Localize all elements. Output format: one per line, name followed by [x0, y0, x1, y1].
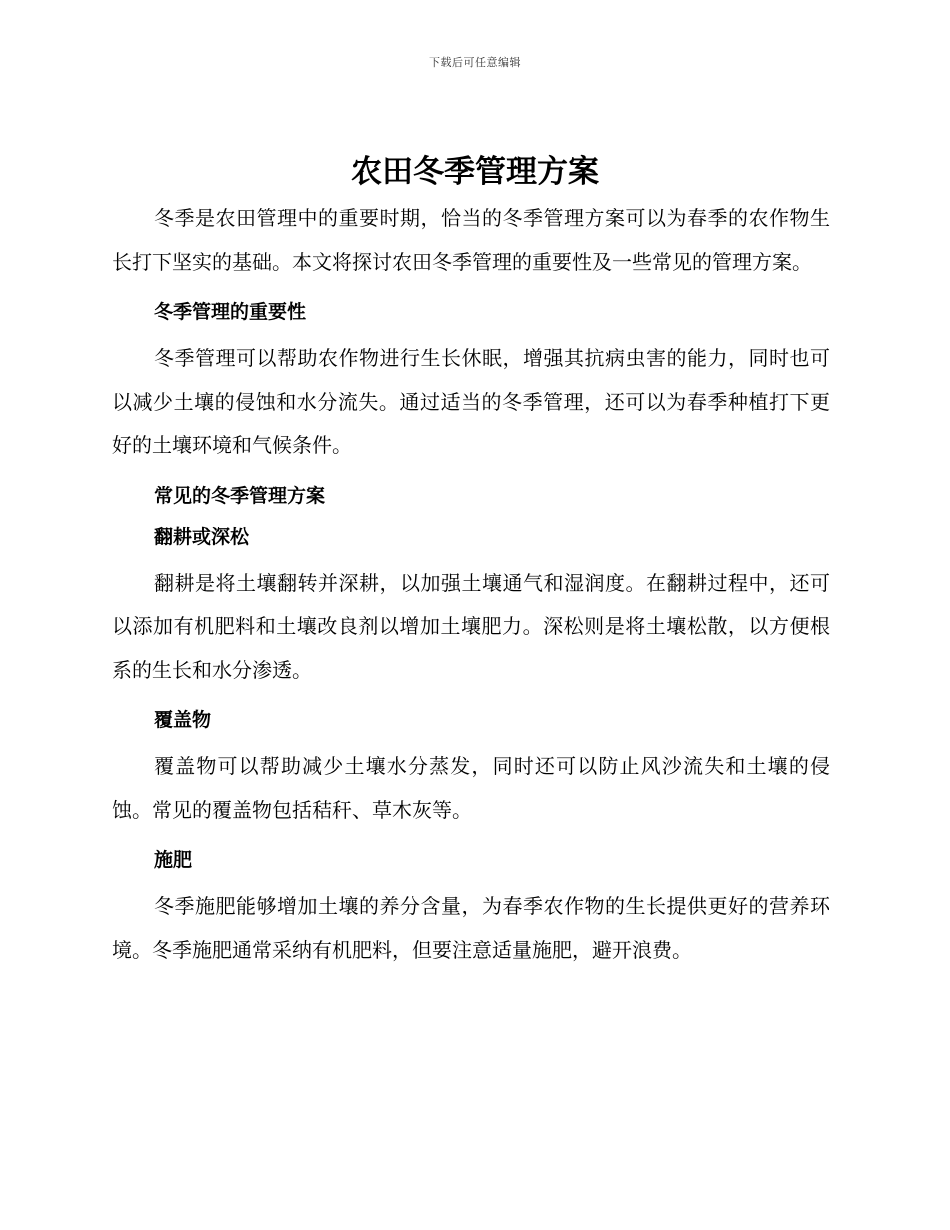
document-title: 农田冬季管理方案 — [351, 154, 599, 190]
page-header-note: 下载后可任意编辑 — [429, 56, 521, 69]
section-paragraph-fertilization: 冬季施肥能够增加土壤的养分含量，为春季农作物的生长提供更好的营养环境。冬季施肥通常采纳有机肥料，但要注意适量施肥，避开浪费。 — [112, 894, 830, 962]
section-paragraph-mulch: 覆盖物可以帮助减少土壤水分蒸发，同时还可以防止风沙流失和土壤的侵蚀。常见的覆盖物包括秸秆、草木灰等。 — [112, 754, 830, 822]
section-heading-mulch: 覆盖物 — [154, 709, 212, 731]
section-paragraph-importance: 冬季管理可以帮助农作物进行生长休眠，增强其抗病虫害的能力，同时也可以减少土壤的侵蚀和水分流失。通过适当的冬季管理，还可以为春季种植打下更好的土壤环境和气候条件。 — [112, 346, 830, 457]
section-heading-fertilization: 施肥 — [154, 849, 193, 871]
section-heading-common-plans: 常见的冬季管理方案 — [154, 484, 326, 507]
intro-paragraph: 冬季是农田管理中的重要时期，恰当的冬季管理方案可以为春季的农作物生长打下坚实的基础。本文将探讨农田冬季管理的重要性及一些常见的管理方案。 — [112, 206, 830, 274]
document-body — [112, 197, 830, 972]
section-paragraph-tillage: 翻耕是将土壤翻转并深耕，以加强土壤通气和湿润度。在翻耕过程中，还可以添加有机肥料和土壤改良剂以增加土壤肥力。深松则是将土壤松散，以方便根系的生长和水分渗透。 — [112, 570, 830, 682]
section-heading-importance: 冬季管理的重要性 — [154, 301, 307, 323]
section-heading-tillage: 翻耕或深松 — [154, 525, 250, 548]
